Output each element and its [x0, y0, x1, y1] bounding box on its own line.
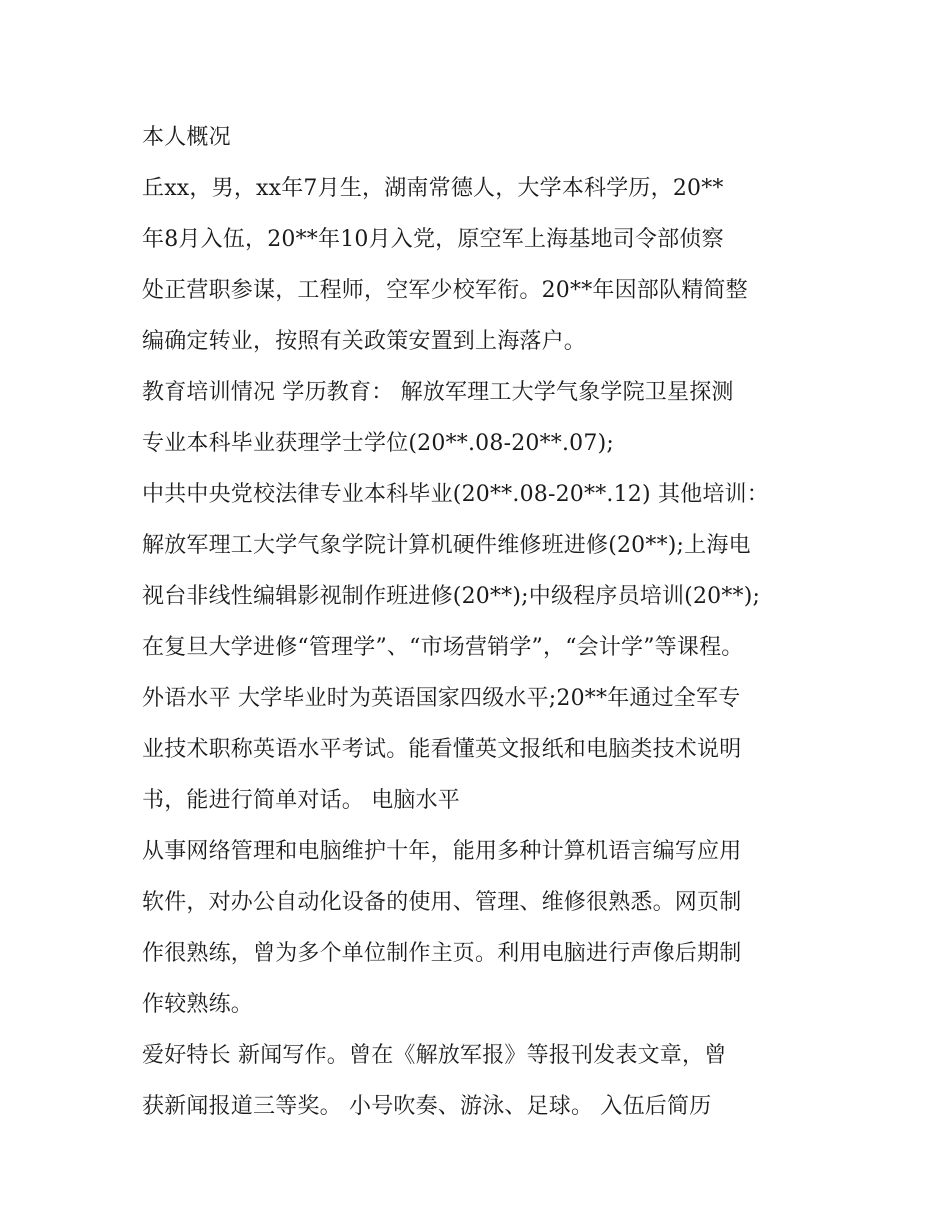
text-line: 作较熟练。: [142, 992, 254, 1017]
text-line: 获新闻报道三等奖。 小号吹奏、游泳、足球。 入伍后简历: [142, 1094, 712, 1119]
text-line: 解放军理工大学气象学院计算机硬件维修班进修(20**);上海电: [142, 533, 751, 558]
text-line: 软件，对办公自动化设备的使用、管理、维修很熟悉。网页制: [142, 890, 742, 915]
text-line: 书，能进行简单对话。 电脑水平: [142, 788, 460, 813]
text-line: 在复旦大学进修“管理学”、“市场营销学”，“会计学”等课程。: [142, 635, 744, 660]
text-line-language: 外语水平 大学毕业时为英语国家四级水平;20**年通过全军专: [142, 686, 741, 711]
text-line-computer: 从事网络管理和电脑维护十年，能用多种计算机语言编写应用: [142, 839, 742, 864]
heading-personal-overview: 本人概况: [142, 125, 231, 150]
text-line: 中共中央党校法律专业本科毕业(20**.08-20**.12) 其他培训：: [142, 482, 769, 507]
text-line: 编确定转业，按照有关政策安置到上海落户。: [142, 329, 587, 354]
text-line: 视台非线性编辑影视制作班进修(20**);中级程序员培训(20**);: [142, 584, 761, 609]
text-line: 处正营职参谋，工程师，空军少校军衔。20**年因部队精简整: [142, 278, 748, 303]
text-line: 专业本科毕业获理学士学位(20**.08-20**.07);: [142, 431, 614, 456]
text-line-education: 教育培训情况 学历教育： 解放军理工大学气象学院卫星探测: [142, 380, 734, 405]
text-line: 作很熟练，曾为多个单位制作主页。利用电脑进行声像后期制: [142, 941, 742, 966]
text-line: 丘xx，男，xx年7月生，湖南常德人，大学本科学历，20**: [142, 176, 724, 201]
text-line: 业技术职称英语水平考试。能看懂英文报纸和电脑类技术说明: [142, 737, 742, 762]
text-line: 年8月入伍，20**年10月入党，原空军上海基地司令部侦察: [142, 227, 724, 252]
document-page: [142, 112, 822, 1132]
text-line-hobbies: 爱好特长 新闻写作。曾在《解放军报》等报刊发表文章，曾: [142, 1043, 727, 1068]
